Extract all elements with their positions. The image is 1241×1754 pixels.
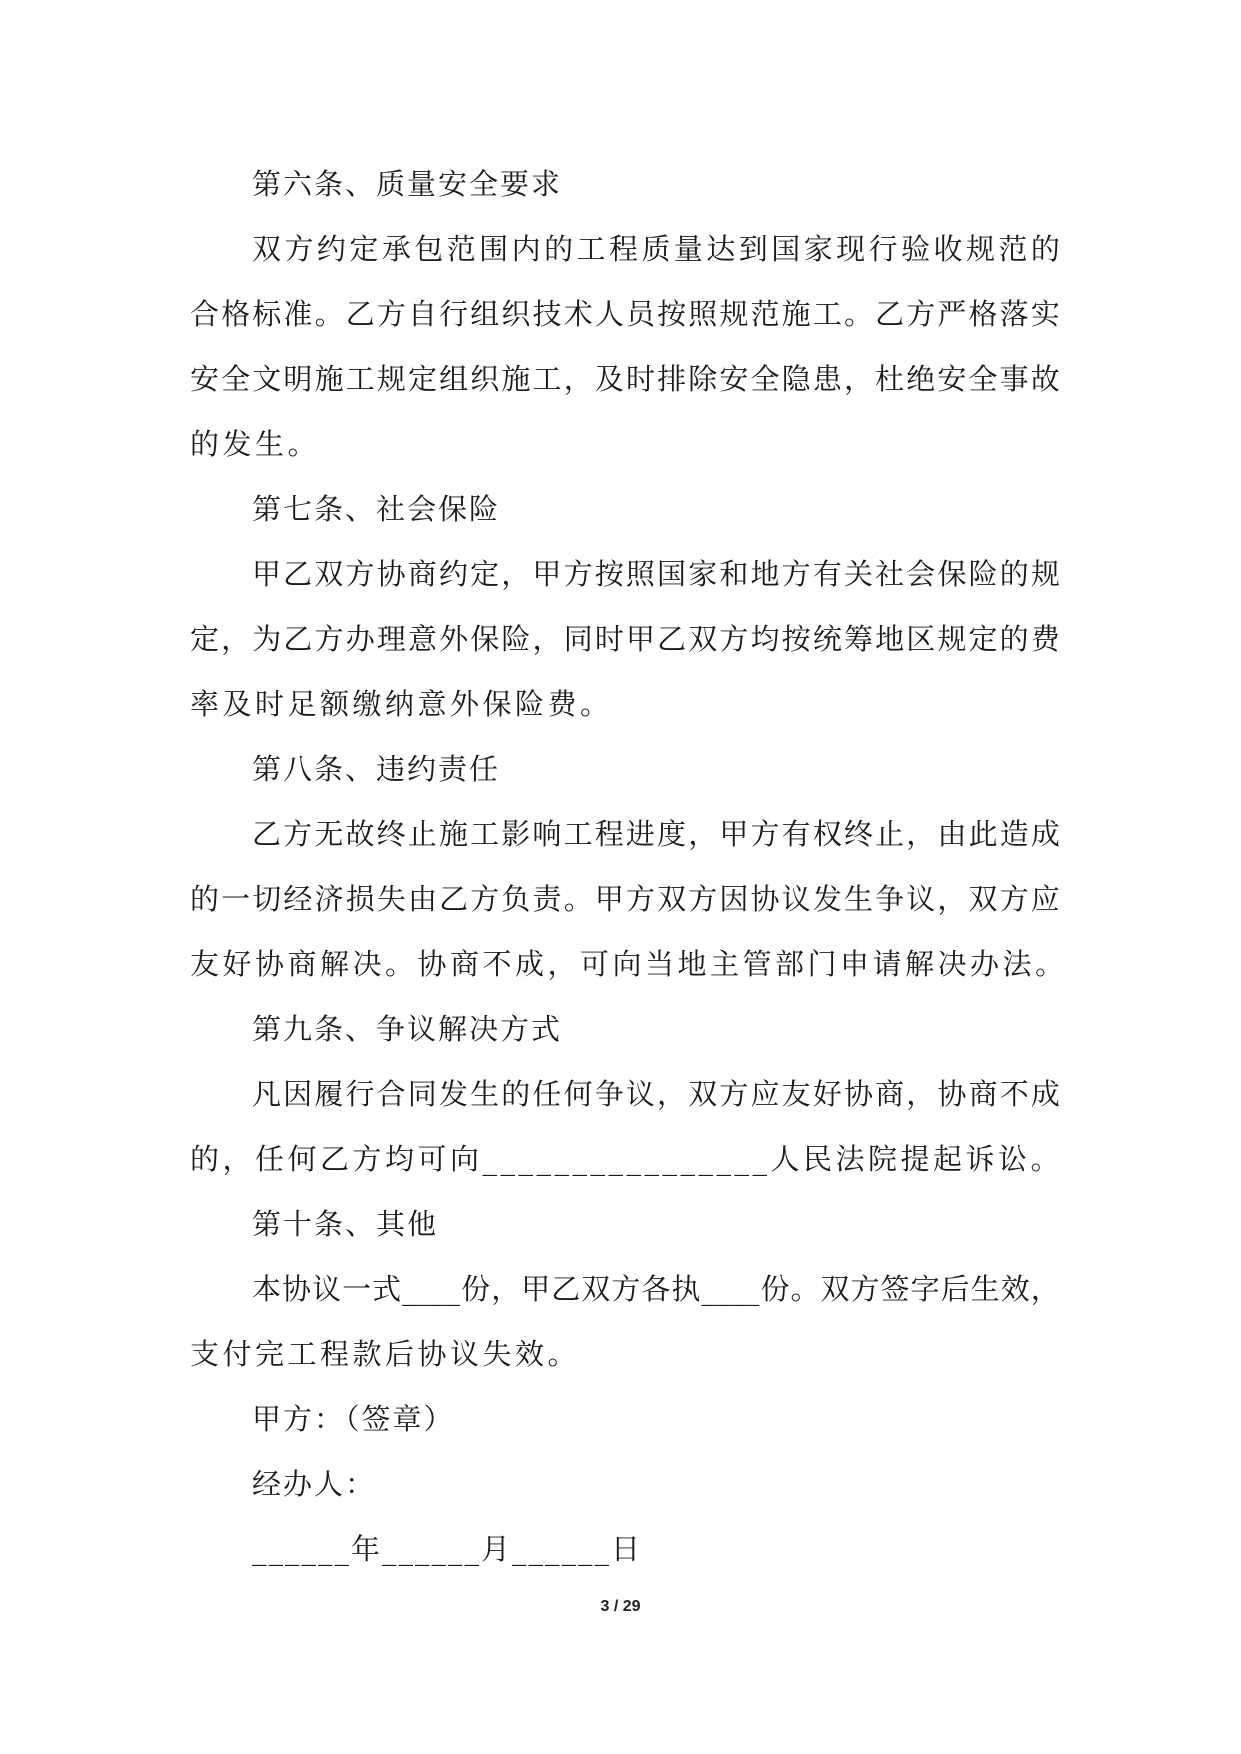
paragraph-first-line: 甲 乙 双 方 协 商 约 定 ， 甲 方 按 照 国 家 和 地 方 有 关 社 会 保 险 的 规: [252, 557, 1060, 591]
paragraph-first-line: 乙 方 无 故 终 止 施 工 影 响 工 程 进 度 ， 甲 方 有 权 终 止 ， 由 此 造 成: [252, 817, 1060, 851]
paragraph-line: 的发生。: [190, 427, 321, 461]
section-heading: 甲方：（签章）: [252, 1402, 455, 1436]
paragraph-line: 率及时足额缴纳意外保险费。: [190, 687, 613, 721]
page-number: 3 / 29: [600, 1598, 641, 1615]
section-heading: 第七条、社会保险: [252, 492, 501, 526]
paragraph-line: 的，任何乙方均可向________________人民法院提起诉讼。: [190, 1142, 1064, 1176]
paragraph-line: 的 一 切 经 济 损 失 由 乙 方 负 责 。 甲 方 双 方 因 协 议 发 生 争 议 ， 双 方 应: [190, 882, 1060, 916]
section-heading: 第六条、质量安全要求: [252, 167, 563, 201]
paragraph-first-line: 本 协 议 一 式 ____ 份 ， 甲 乙 双 方 各 执 ____ 份 。 双 方 签 字 后 生 效 ，: [252, 1272, 1060, 1306]
paragraph-first-line: 双 方 约 定 承 包 范 围 内 的 工 程 质 量 达 到 国 家 现 行 验 收 规 范 的: [252, 232, 1060, 266]
paragraph-line: 合 格 标 准 。 乙 方 自 行 组 织 技 术 人 员 按 照 规 范 施 工 。 乙 方 严 格 落 实: [190, 297, 1060, 331]
section-heading: 第九条、争议解决方式: [252, 1012, 563, 1046]
paragraph-line: 定 ， 为 乙 方 办 理 意 外 保 险 ， 同 时 甲 乙 双 方 均 按 统 筹 地 区 规 定 的 费: [190, 622, 1060, 656]
section-heading: ______年______月______日: [252, 1532, 643, 1566]
paragraph-line: 安 全 文 明 施 工 规 定 组 织 施 工 ， 及 时 排 除 安 全 隐 患 ， 杜 绝 安 全 事 故: [190, 362, 1060, 396]
document-body: [190, 152, 1068, 1582]
section-heading: 第八条、违约责任: [252, 752, 501, 786]
section-heading: 经办人：: [252, 1467, 377, 1501]
paragraph-first-line: 凡 因 履 行 合 同 发 生 的 任 何 争 议 ， 双 方 应 友 好 协 商 ， 协 商 不 成: [252, 1077, 1060, 1111]
paragraph-line: 支付完工程款后协议失效。: [190, 1337, 581, 1371]
paragraph-line: 友好协商解决。协商不成，可向当地主管部门申请解决办法。: [190, 947, 1068, 981]
section-heading: 第十条、其他: [252, 1207, 439, 1241]
